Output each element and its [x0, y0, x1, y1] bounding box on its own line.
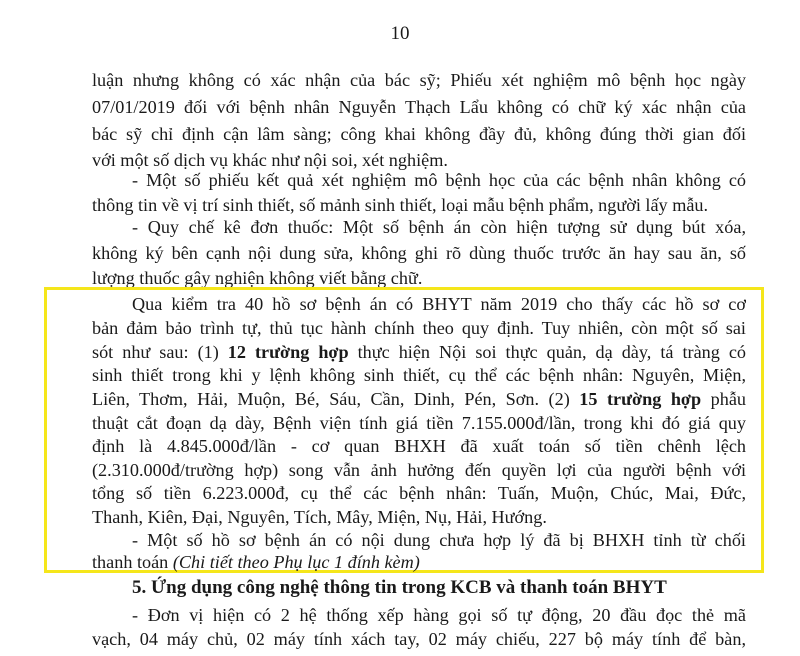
paragraph-line: - Đơn vị hiện có 2 hệ thống xếp hàng gọi số tự động, 20 đầu đọc thẻ mã: [132, 605, 746, 625]
paragraph-line: - Quy chế kê đơn thuốc: Một số bệnh án còn hiện tượng sử dụng bút xóa,: [132, 217, 746, 237]
highlight-line: sinh thiết trong khi y lệnh không sinh thiết, cụ thể các bệnh nhân: Nguyên, Miện,: [92, 365, 746, 385]
highlight-line: (2.310.000đ/trường hợp) song vẫn ảnh hưởng đến quyền lợi của người bệnh với: [92, 460, 746, 480]
paragraph-line: - Một số phiếu kết quả xét nghiệm mô bệnh học của các bệnh nhân không có: [132, 170, 746, 190]
highlight-line: định là 4.845.000đ/lần - cơ quan BHXH đã xuất toán số tiền chênh lệch: [92, 436, 746, 456]
bold-count: 12 trường hợp: [227, 342, 349, 362]
paragraph-line: bác sỹ chỉ định cận lâm sàng; công khai không đầy đủ, không đúng thời gian đối: [92, 124, 746, 144]
paragraph-line: lượng thuốc gây nghiện không viết bằng chữ.: [92, 268, 423, 288]
paragraph-line: không ký bên cạnh nội dung sửa, không ghi rõ dùng thuốc trước ăn hay sau ăn, số: [92, 243, 746, 263]
appendix-reference: (Chi tiết theo Phụ lục 1 đính kèm): [172, 552, 420, 572]
highlight-line: thuật cắt đoạn dạ dày, Bệnh viện tính giá tiền 7.155.000đ/lần, trong khi đó giá quy: [92, 413, 746, 433]
highlight-line: bản đảm bảo trình tự, thủ tục hành chính theo quy định. Tuy nhiên, còn một số sai: [92, 318, 746, 338]
highlight-line: sót như sau: (1) 12 trường hợp thực hiện Nội soi thực quản, dạ dày, tá tràng có: [92, 342, 746, 362]
paragraph-line: vạch, 04 máy chủ, 02 máy tính xách tay, 02 máy chiếu, 227 bộ máy tính để bàn,: [92, 629, 746, 649]
page-number: 10: [390, 23, 410, 44]
paragraph-line: 07/01/2019 đối với bệnh nhân Nguyễn Thạch Lẩu không có chữ ký xác nhận của: [92, 97, 746, 117]
highlight-line: Thanh, Kiên, Đại, Nguyên, Tích, Mây, Miện, Nụ, Hải, Hướng.: [92, 507, 547, 527]
paragraph-line: thông tin về vị trí sinh thiết, số mảnh sinh thiết, loại mẫu bệnh phẩm, người lấy mẫu.: [92, 195, 709, 215]
highlight-line: Qua kiểm tra 40 hồ sơ bệnh án có BHYT năm 2019 cho thấy các hồ sơ cơ: [132, 294, 746, 314]
section-heading: 5. Ứng dụng công nghệ thông tin trong KCB và thanh toán BHYT: [132, 577, 667, 598]
highlight-line: - Một số hồ sơ bệnh án có nội dung chưa hợp lý đã bị BHXH tỉnh từ chối: [132, 530, 746, 550]
paragraph-line: với một số dịch vụ khác như nội soi, xét nghiệm.: [92, 150, 448, 170]
highlight-line: tổng số tiền 6.223.000đ, cụ thể các bệnh nhân: Tuấn, Muộn, Chúc, Mai, Đức,: [92, 483, 746, 503]
highlight-line: thanh toán (Chi tiết theo Phụ lục 1 đính kèm): [92, 552, 420, 572]
highlight-line: Liên, Thơm, Hải, Muộn, Bé, Sáu, Cần, Dinh, Pén, Sơn. (2) 15 trường hợp phẫu: [92, 389, 746, 409]
bold-count: 15 trường hợp: [579, 389, 702, 409]
paragraph-line: luận nhưng không có xác nhận của bác sỹ; Phiếu xét nghiệm mô bệnh học ngày: [92, 70, 746, 90]
